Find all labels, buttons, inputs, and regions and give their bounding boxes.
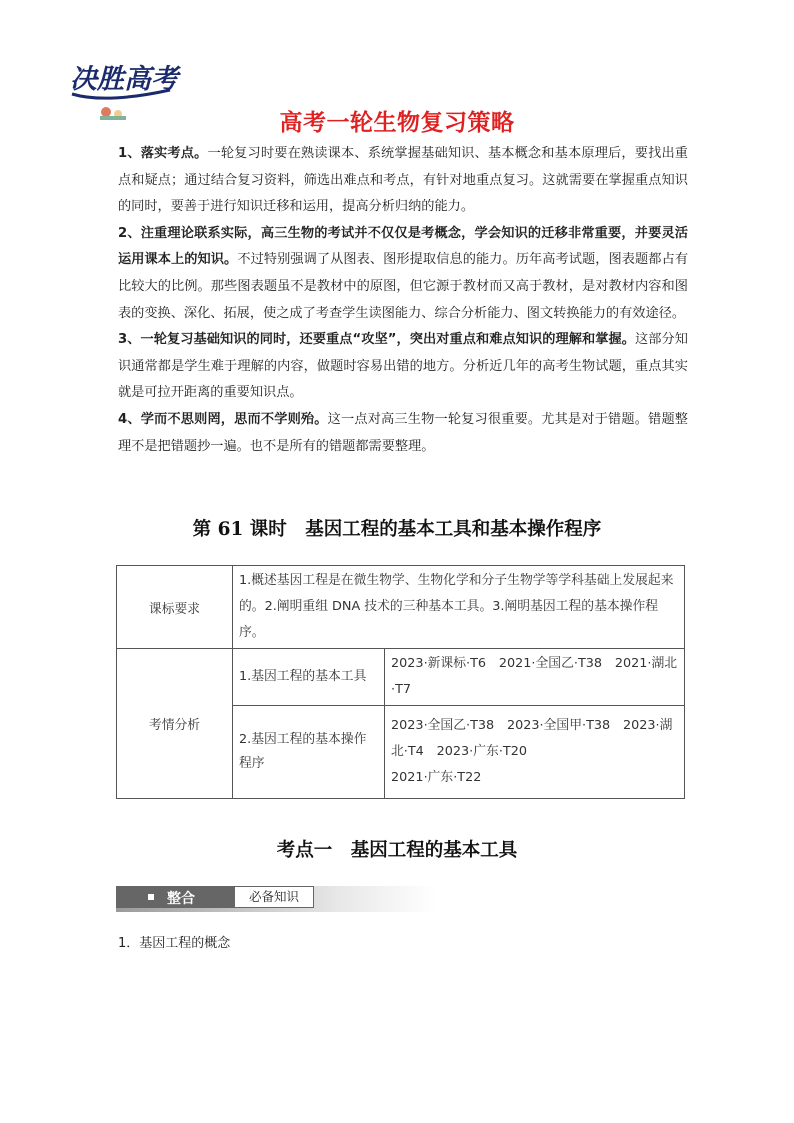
strategy-body: 这一点对高三生物一轮复习很重要。尤其是对于错题。错题整理不是把错题抄一遍。也不是所有的错题都需要整理。: [118, 411, 688, 454]
table-sub-tools: 1.基因工程的基本工具: [233, 649, 385, 706]
refs-line: 2021·广东·T22: [391, 770, 482, 785]
strategy-item-2: [118, 221, 688, 327]
section-item-1: 1．基因工程的概念: [118, 936, 231, 951]
strategy-lead: 4、学而不思则罔，思而不学则殆。: [118, 411, 328, 427]
strategy-item-3: [118, 327, 688, 407]
banner-tag: [116, 886, 234, 908]
square-icon: [148, 894, 154, 900]
banner-box: 必备知识: [234, 886, 314, 908]
banner-tag-label: 整合: [167, 891, 195, 907]
page-title: 高考一轮生物复习策略: [279, 110, 515, 136]
strategy-lead: 2、注重理论联系实际，高三生物的考试并不仅仅是考概念，学会知识的迁移非常重要，并要灵活运用课本上的知识。: [118, 225, 688, 268]
strategy-body: 一轮复习时要在熟读课本、系统掌握基础知识、基本概念和基本原理后，要找出重点和疑点；通过结合复习资料，筛选出难点和考点，有针对地重点复习。这就需要在掌握重点知识的同时，要善于进行知识迁移和运用，提高分析归纳的能力。: [118, 146, 688, 215]
table-label-standards: 课标要求: [117, 566, 233, 649]
table-standards-content: 1.概述基因工程是在微生物学、生物化学和分子生物学等学科基础上发展起来的。2.阐明重组 DNA 技术的三种基本工具。3.阐明基因工程的基本操作程序。: [233, 566, 685, 649]
table-refs-tools: 2023·新课标·T6 2021·全国乙·T38 2021·湖北·T7: [385, 649, 685, 706]
strategy-body: 这部分知识通常都是学生难于理解的内容，做题时容易出错的地方。分析近几年的高考生物试题，重点其实就是可拉开距离的重要知识点。: [118, 332, 688, 401]
strategy-item-1: [118, 141, 688, 221]
table-refs-procedure: [385, 706, 685, 799]
lesson-title: 第 61 课时 基因工程的基本工具和基本操作程序: [192, 519, 602, 540]
strategy-body: 不过特别强调了从图表、图形提取信息的能力。历年高考试题，图表题都占有比较大的比例。那些图表题虽不是教材中的原图，但它源于教材而又高于教材，是对教材内容和图表的变换、深化、拓展，使之成了考查学生读图能力、综合分析能力、图文转换能力的有效途径。: [118, 252, 689, 321]
refs-line: 2023·全国乙·T38 2023·全国甲·T38 2023·湖北·T4 2023·广东·T20: [391, 718, 673, 759]
strategy-lead: 3、一轮复习基础知识的同时，还要重点“攻坚”，突出对重点和难点知识的理解和掌握。: [118, 332, 636, 348]
logo-text: 决胜高考: [70, 64, 178, 95]
strategy-item-4: [118, 407, 688, 460]
table-sub-procedure: 2.基因工程的基本操作程序: [233, 706, 385, 799]
strategy-text: [118, 141, 688, 460]
strategy-lead: 1、落实考点。: [118, 146, 208, 161]
section-banner: [116, 886, 436, 912]
table-label-analysis: 考情分析: [117, 649, 233, 799]
requirements-table: [116, 565, 685, 799]
point-title: 考点一 基因工程的基本工具: [276, 840, 518, 861]
